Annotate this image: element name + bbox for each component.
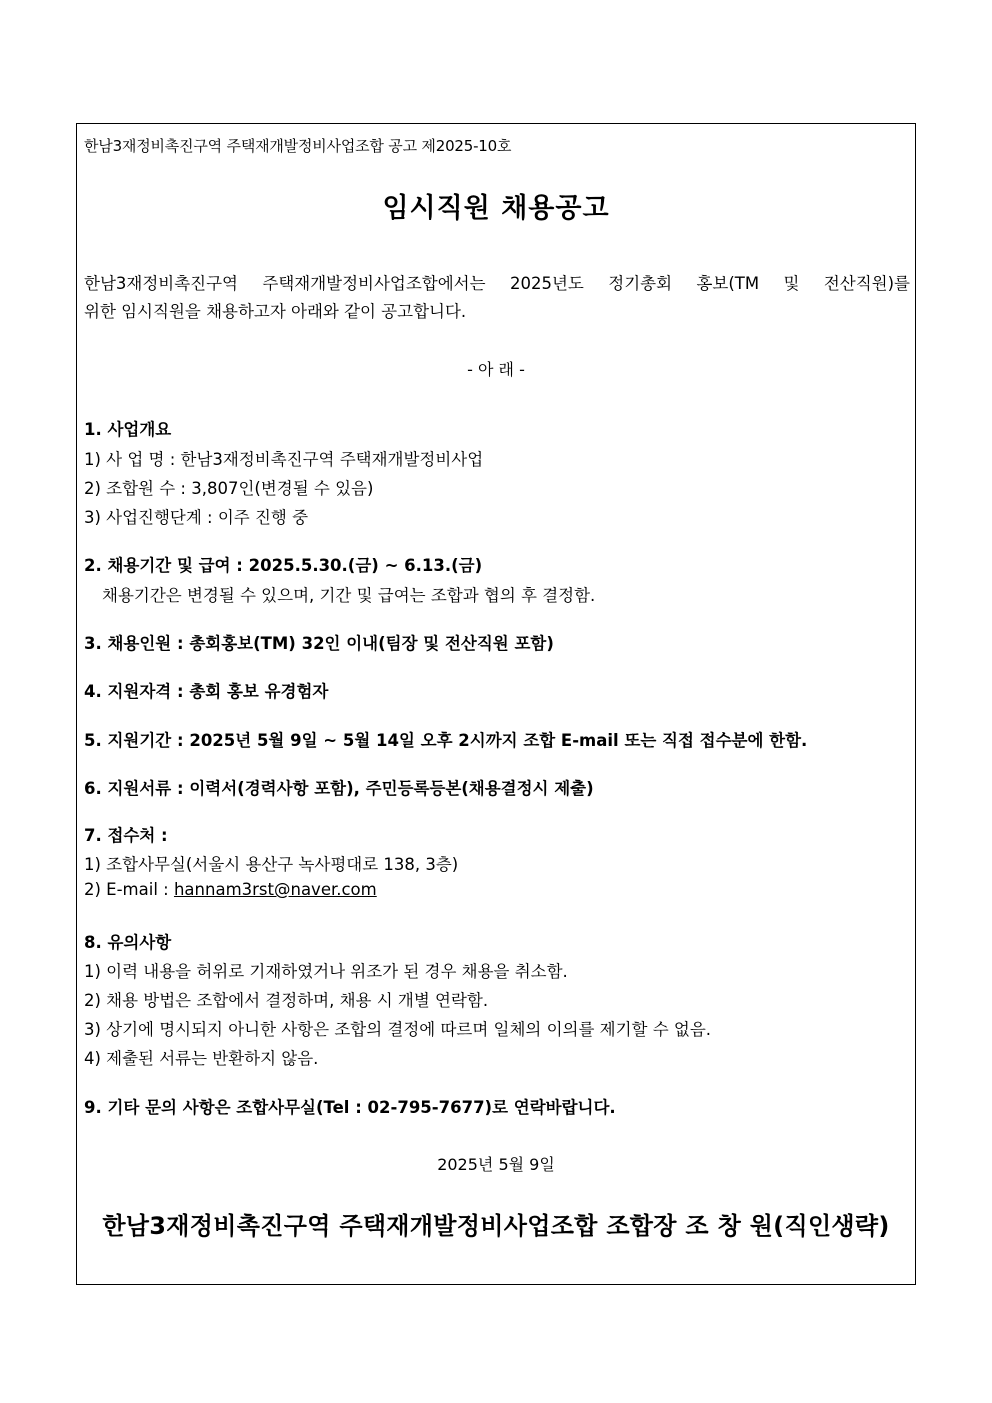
intro-line-2: 위한 임시직원을 채용하고자 아래와 같이 공고합니다. [84,302,467,321]
section-2-heading: 2. 채용기간 및 급여 : 2025.5.30.(금) ~ 6.13.(금) [84,556,483,575]
section-3-heading: 3. 채용인원 : 총회홍보(TM) 32인 이내(팀장 및 전산직원 포함) [84,634,554,653]
list-item: 1) 사 업 명 : 한남3재정비촉진구역 주택재개발정비사업 [84,450,484,469]
section-8-heading: 8. 유의사항 [84,933,172,952]
email-link[interactable]: hannam3rst@naver.com [173,880,377,899]
signature: 한남3재정비촉진구역 주택재개발정비사업조합 조합장 조 창 원(직인생략) [102,1212,890,1240]
section-2-note: 채용기간은 변경될 수 있으며, 기간 및 급여는 조합과 협의 후 결정함. [102,586,596,605]
list-item: 3) 사업진행단계 : 이주 진행 중 [84,508,309,527]
list-item: 4) 제출된 서류는 반환하지 않음. [84,1049,319,1068]
section-9-heading: 9. 기타 문의 사항은 조합사무실(Tel : 02-795-7677)로 연락바랍니다. [84,1098,616,1117]
list-item: 1) 이력 내용을 허위로 기재하였거나 위조가 된 경우 채용을 취소함. [84,962,568,981]
section-4-heading: 4. 지원자격 : 총회 홍보 유경험자 [84,682,329,701]
page-title: 임시직원 채용공고 [382,193,610,224]
list-item: 2) 조합원 수 : 3,807인(변경될 수 있음) [84,479,374,498]
list-item: 1) 조합사무실(서울시 용산구 녹사평대로 138, 3층) [84,855,459,874]
email-label: 2) E-mail : [84,880,174,899]
list-item: 3) 상기에 명시되지 아니한 사항은 조합의 결정에 따르며 일체의 이의를 제기할 수 없음. [84,1020,712,1039]
section-6-heading: 6. 지원서류 : 이력서(경력사항 포함), 주민등록등본(채용결정시 제출) [84,779,594,798]
below-marker: - 아 래 - [467,360,525,379]
list-item: 2) 채용 방법은 조합에서 결정하며, 채용 시 개별 연락함. [84,991,489,1010]
notice-date: 2025년 5월 9일 [437,1155,555,1174]
intro-line-1: 한남3재정비촉진구역 주택재개발정비사업조합에서는 2025년도 정기총회 홍보(TM 및 전산직원)를 [84,274,910,293]
section-7-heading: 7. 접수처 : [84,826,168,845]
section-1-heading: 1. 사업개요 [84,420,172,439]
section-5-heading: 5. 지원기간 : 2025년 5월 9일 ~ 5월 14일 오후 2시까지 조합 E-mail 또는 직접 접수분에 한함. [84,731,808,750]
email-line [84,880,377,899]
notice-reference: 한남3재정비촉진구역 주택재개발정비사업조합 공고 제2025-10호 [84,137,512,155]
